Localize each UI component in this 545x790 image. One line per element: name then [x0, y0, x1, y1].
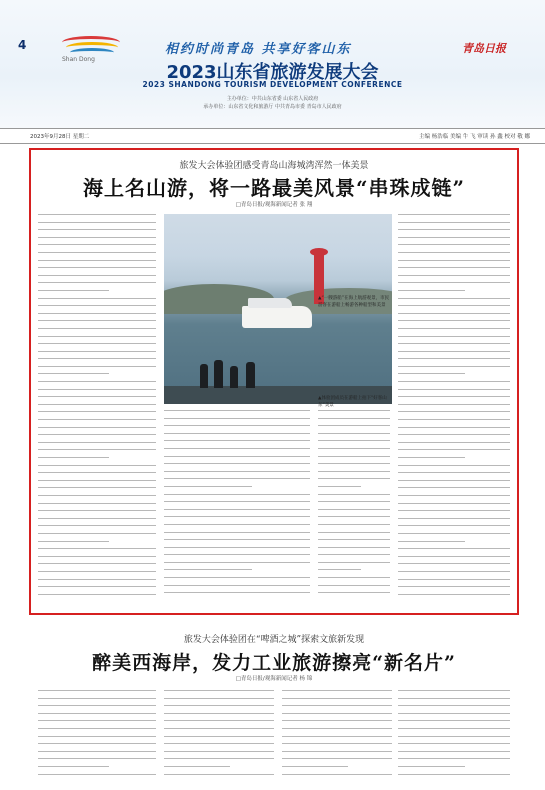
body-text-line	[164, 751, 274, 752]
body-text-line	[38, 720, 156, 721]
body-text-line	[398, 457, 465, 458]
body-text-line	[398, 495, 510, 496]
body-text-line	[398, 766, 465, 767]
body-text-line	[318, 554, 390, 555]
body-text-line	[398, 381, 510, 382]
body-text-line	[398, 556, 510, 557]
body-text-line	[318, 418, 390, 419]
body-text-line	[282, 728, 392, 729]
body-text-line	[398, 252, 510, 253]
photo-caption: ▲体验团成员在游船上拍下“好客山东”美景	[318, 396, 387, 408]
text-column	[38, 214, 156, 606]
body-text-line	[164, 463, 310, 464]
body-text-line	[398, 758, 510, 759]
body-text-line	[164, 774, 274, 775]
body-text-line	[38, 705, 156, 706]
body-text-line	[282, 736, 392, 737]
body-text-line	[164, 736, 274, 737]
body-text-line	[398, 320, 510, 321]
body-text-line	[398, 389, 510, 390]
date-bar	[0, 128, 545, 144]
body-text-line	[398, 594, 510, 595]
body-text-line	[164, 418, 310, 419]
photo-tower-top	[310, 248, 328, 256]
body-text-line	[164, 532, 310, 533]
body-text-line	[398, 705, 510, 706]
body-text-line	[38, 282, 156, 283]
article-kicker: 旅发大会体验团在“啤酒之城”探索文旅新发现	[183, 635, 365, 645]
text-column	[164, 410, 310, 606]
body-text-line	[38, 548, 156, 549]
body-text-line	[164, 547, 310, 548]
body-text-line	[398, 298, 510, 299]
body-text-line	[318, 569, 361, 570]
body-text-line	[164, 494, 310, 495]
body-text-line	[398, 713, 510, 714]
text-column	[164, 690, 274, 786]
body-text-line	[38, 713, 156, 714]
body-text-line	[318, 577, 390, 578]
body-text-line	[38, 252, 156, 253]
body-text-line	[398, 743, 510, 744]
body-text-line	[282, 743, 392, 744]
page-number: 4	[18, 38, 27, 52]
body-text-line	[398, 690, 510, 691]
body-text-line	[398, 282, 510, 283]
body-text-line	[38, 774, 156, 775]
body-text-line	[38, 449, 156, 450]
body-text-line	[398, 229, 510, 230]
body-text-line	[398, 404, 510, 405]
body-text-line	[398, 244, 510, 245]
photo-boat-deck	[248, 298, 292, 308]
body-text-line	[164, 713, 274, 714]
body-text-line	[398, 260, 510, 261]
body-text-line	[38, 465, 156, 466]
body-text-line	[164, 501, 310, 502]
body-text-line	[38, 533, 156, 534]
body-text-line	[38, 237, 156, 238]
body-text-line	[318, 509, 390, 510]
body-text-line	[38, 510, 156, 511]
body-text-line	[398, 774, 510, 775]
logo-caption: Shan Dong	[62, 56, 95, 63]
article-byline: □青岛日报/观海新闻记者 杨 锦	[235, 676, 313, 682]
body-text-line	[38, 766, 109, 767]
body-text-line	[318, 433, 390, 434]
photo-boat	[242, 306, 312, 328]
body-text-line	[398, 313, 510, 314]
body-text-line	[38, 366, 156, 367]
body-text-line	[164, 577, 310, 578]
body-text-line	[318, 478, 390, 479]
body-text-line	[38, 563, 156, 564]
body-text-line	[282, 713, 392, 714]
body-text-line	[38, 320, 156, 321]
body-text-line	[398, 720, 510, 721]
body-text-line	[38, 214, 156, 215]
body-text-line	[164, 585, 310, 586]
body-text-line	[318, 448, 390, 449]
body-text-line	[38, 351, 156, 352]
body-text-line	[318, 410, 390, 411]
body-text-line	[38, 343, 156, 344]
body-text-line	[164, 486, 252, 487]
body-text-line	[398, 510, 510, 511]
body-text-line	[164, 410, 310, 411]
issue-date: 2023年9月28日 星期二	[30, 134, 90, 140]
slogan: 相约时尚青岛 共享好客山东	[165, 42, 352, 57]
body-text-line	[38, 373, 109, 374]
body-text-line	[398, 442, 510, 443]
body-text-line	[282, 751, 392, 752]
body-text-line	[38, 518, 156, 519]
body-text-line	[398, 563, 510, 564]
body-text-line	[318, 562, 390, 563]
body-text-line	[398, 214, 510, 215]
newspaper-brand: 青岛日报	[462, 42, 506, 55]
body-text-line	[398, 411, 510, 412]
body-text-line	[164, 456, 310, 457]
body-text-line	[398, 336, 510, 337]
photo-person	[246, 362, 255, 388]
organizer-line: 主办单位：中共山东省委 山东省人民政府	[226, 96, 319, 102]
body-text-line	[38, 472, 156, 473]
body-text-line	[38, 404, 156, 405]
body-text-line	[398, 328, 510, 329]
body-text-line	[318, 494, 390, 495]
body-text-line	[398, 222, 510, 223]
body-text-line	[38, 480, 156, 481]
editor-credits: 主编 杨浩临 美编 牛 飞 审读 孙 鑫 校对 敬 娜	[419, 134, 530, 140]
body-text-line	[164, 698, 274, 699]
body-text-line	[38, 728, 156, 729]
body-text-line	[398, 571, 510, 572]
body-text-line	[318, 532, 390, 533]
body-text-line	[38, 751, 156, 752]
body-text-line	[398, 267, 510, 268]
body-text-line	[38, 541, 109, 542]
body-text-line	[282, 720, 392, 721]
body-text-line	[164, 766, 230, 767]
body-text-line	[398, 358, 510, 359]
body-text-line	[164, 471, 310, 472]
text-column	[282, 690, 392, 786]
body-text-line	[38, 396, 156, 397]
body-text-line	[38, 457, 109, 458]
body-text-line	[164, 569, 252, 570]
body-text-line	[164, 433, 310, 434]
body-text-line	[38, 495, 156, 496]
body-text-line	[398, 419, 510, 420]
body-text-line	[38, 313, 156, 314]
body-text-line	[38, 690, 156, 691]
body-text-line	[38, 419, 156, 420]
body-text-line	[38, 579, 156, 580]
body-text-line	[318, 524, 390, 525]
body-text-line	[38, 381, 156, 382]
body-text-line	[398, 305, 510, 306]
text-column	[398, 214, 510, 606]
body-text-line	[38, 525, 156, 526]
body-text-line	[38, 743, 156, 744]
body-text-line	[398, 237, 510, 238]
body-text-line	[164, 743, 274, 744]
body-text-line	[164, 592, 310, 593]
body-text-line	[164, 425, 310, 426]
body-text-line	[398, 480, 510, 481]
photo-caption: ▲“一艘游船”在海上航游观景，市民游客在游船上畅游各种船型和美景	[318, 296, 390, 308]
body-text-line	[282, 758, 392, 759]
body-text-line	[398, 396, 510, 397]
body-text-line	[398, 487, 510, 488]
body-text-line	[318, 516, 390, 517]
body-text-line	[164, 562, 310, 563]
body-text-line	[38, 571, 156, 572]
body-text-line	[398, 541, 465, 542]
body-text-line	[318, 463, 390, 464]
body-text-line	[398, 373, 465, 374]
body-text-line	[38, 305, 156, 306]
text-column	[318, 410, 390, 606]
body-text-line	[282, 766, 348, 767]
body-text-line	[38, 442, 156, 443]
body-text-line	[164, 758, 274, 759]
body-text-line	[38, 586, 156, 587]
body-text-line	[318, 486, 361, 487]
body-text-line	[398, 275, 510, 276]
body-text-line	[164, 524, 310, 525]
body-text-line	[38, 758, 156, 759]
photo-person	[214, 360, 223, 388]
body-text-line	[398, 736, 510, 737]
body-text-line	[282, 705, 392, 706]
body-text-line	[282, 690, 392, 691]
article-kicker: 旅发大会体验团感受青岛山海城湾浑然一体美景	[179, 161, 369, 171]
article-headline: 海上名山游，将一路最美风景“串珠成链”	[82, 176, 465, 200]
body-text-line	[398, 728, 510, 729]
body-text-line	[38, 427, 156, 428]
body-text-line	[38, 222, 156, 223]
body-text-line	[318, 547, 390, 548]
body-text-line	[38, 736, 156, 737]
body-text-line	[398, 698, 510, 699]
body-text-line	[398, 751, 510, 752]
body-text-line	[164, 509, 310, 510]
body-text-line	[164, 516, 310, 517]
body-text-line	[38, 358, 156, 359]
text-column	[398, 690, 510, 786]
body-text-line	[398, 533, 510, 534]
body-text-line	[398, 548, 510, 549]
body-text-line	[38, 267, 156, 268]
body-text-line	[398, 465, 510, 466]
body-text-line	[38, 594, 156, 595]
body-text-line	[164, 478, 310, 479]
body-text-line	[398, 351, 510, 352]
body-text-line	[38, 290, 109, 291]
body-text-line	[318, 539, 390, 540]
body-text-line	[38, 298, 156, 299]
body-text-line	[38, 336, 156, 337]
body-text-line	[398, 427, 510, 428]
body-text-line	[318, 456, 390, 457]
body-text-line	[318, 425, 390, 426]
body-text-line	[38, 434, 156, 435]
body-text-line	[164, 690, 274, 691]
body-text-line	[38, 411, 156, 412]
body-text-line	[164, 720, 274, 721]
body-text-line	[38, 275, 156, 276]
body-text-line	[398, 518, 510, 519]
body-text-line	[398, 290, 465, 291]
body-text-line	[398, 525, 510, 526]
photo-person	[230, 366, 238, 388]
body-text-line	[398, 586, 510, 587]
body-text-line	[282, 774, 392, 775]
body-text-line	[398, 434, 510, 435]
photo-person	[200, 364, 208, 388]
harbor-photo	[164, 214, 392, 404]
conference-title: 2023山东省旅游发展大会	[166, 62, 379, 83]
article-headline: 醉美西海岸，发力工业旅游擦亮“新名片”	[92, 652, 456, 674]
body-text-line	[398, 503, 510, 504]
body-text-line	[164, 728, 274, 729]
text-column	[38, 690, 156, 786]
article-byline: □青岛日报/观海新闻记者 张 翔	[235, 202, 313, 208]
body-text-line	[38, 328, 156, 329]
body-text-line	[398, 472, 510, 473]
body-text-line	[38, 244, 156, 245]
body-text-line	[398, 343, 510, 344]
body-text-line	[38, 389, 156, 390]
body-text-line	[318, 585, 390, 586]
body-text-line	[38, 556, 156, 557]
body-text-line	[38, 503, 156, 504]
body-text-line	[38, 260, 156, 261]
body-text-line	[38, 229, 156, 230]
conference-subtitle: 2023 SHANDONG TOURISM DEVELOPMENT CONFERENCE	[142, 80, 403, 89]
body-text-line	[164, 539, 310, 540]
body-text-line	[38, 698, 156, 699]
body-text-line	[318, 501, 390, 502]
body-text-line	[164, 440, 310, 441]
body-text-line	[318, 440, 390, 441]
body-text-line	[164, 554, 310, 555]
body-text-line	[318, 471, 390, 472]
body-text-line	[398, 449, 510, 450]
body-text-line	[164, 705, 274, 706]
body-text-line	[318, 592, 390, 593]
body-text-line	[164, 448, 310, 449]
body-text-line	[282, 698, 392, 699]
body-text-line	[38, 487, 156, 488]
body-text-line	[398, 366, 510, 367]
body-text-line	[398, 579, 510, 580]
organizer-line: 承办单位：山东省文化和旅游厅 中共青岛市委 青岛市人民政府	[203, 104, 342, 110]
